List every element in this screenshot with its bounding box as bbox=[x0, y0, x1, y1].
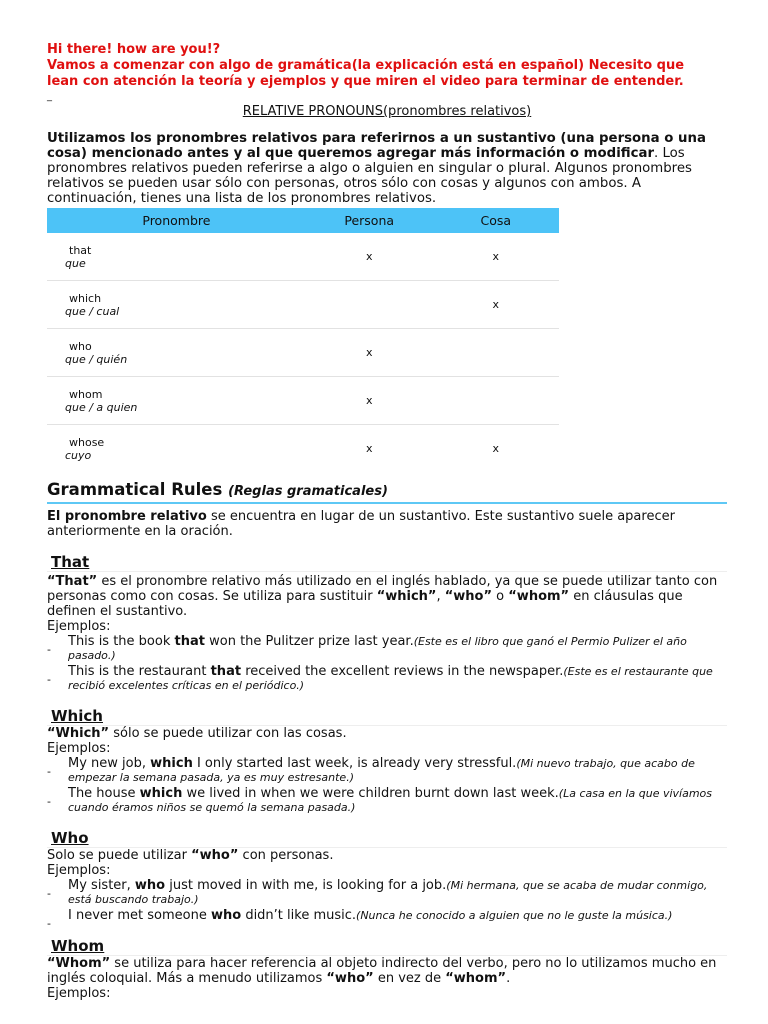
ex-text: My new job, bbox=[68, 756, 151, 771]
persona-mark: x bbox=[306, 233, 433, 281]
which-ejemplos: Ejemplos: bbox=[47, 741, 111, 756]
header-pronombre: Pronombre bbox=[47, 208, 306, 233]
that-text-2: en cláusulas que definen el sustantivo. bbox=[47, 589, 683, 619]
persona-mark: x bbox=[365, 442, 373, 455]
whom-ejemplos: Ejemplos: bbox=[47, 986, 111, 1001]
that-heading-text: That bbox=[51, 553, 90, 571]
whom-who-term: “who” bbox=[326, 971, 374, 986]
pronoun-cell bbox=[47, 281, 306, 329]
rules-bold: El pronombre relativo bbox=[47, 509, 207, 524]
that-who-term: “who” bbox=[444, 589, 493, 604]
table-row bbox=[47, 233, 559, 281]
bullet: - bbox=[47, 887, 51, 900]
pronoun-cell bbox=[47, 377, 306, 425]
header-cosa: Cosa bbox=[433, 208, 559, 233]
rules-heading-es: (Reglas gramaticales) bbox=[228, 484, 388, 499]
who-example-1 bbox=[47, 879, 727, 907]
greeting: Hi there! how are you!? bbox=[47, 42, 221, 57]
persona-mark bbox=[306, 281, 433, 329]
pronoun-cell bbox=[47, 233, 306, 281]
ex-translation: (Este es el libro que ganó el Permio Pulizer el año pasado.) bbox=[68, 635, 687, 662]
grammatical-rules-heading bbox=[47, 480, 727, 504]
pronouns-table bbox=[47, 208, 559, 472]
ex-text: received the excellent reviews in the newspaper. bbox=[241, 664, 564, 679]
ex-text: The house bbox=[68, 786, 140, 801]
that-example-2 bbox=[47, 665, 727, 693]
pronoun-cell bbox=[47, 329, 306, 377]
ex-text: didn’t like music. bbox=[241, 908, 357, 923]
who-text-1: Solo se puede utilizar bbox=[47, 848, 192, 863]
rules-rest: se encuentra en lugar de un sustantivo. Este sustantivo suele aparecer anteriormente en la oración. bbox=[47, 509, 675, 539]
bullet: - bbox=[47, 673, 51, 686]
who-term: “who” bbox=[191, 848, 239, 863]
rules-paragraph bbox=[47, 509, 727, 539]
which-example-2 bbox=[47, 787, 727, 815]
which-text: sólo se puede utilizar con las cosas. bbox=[109, 726, 347, 741]
cosa-mark: x bbox=[492, 442, 500, 455]
ex-bold: which bbox=[150, 756, 193, 771]
dash: _ bbox=[47, 91, 52, 102]
bullet: - bbox=[47, 795, 51, 808]
persona-mark: x bbox=[306, 377, 433, 425]
ex-bold: that bbox=[174, 634, 205, 649]
pronoun-en: whose bbox=[69, 435, 105, 449]
cosa-mark: x bbox=[433, 281, 559, 329]
pronoun-en: which bbox=[69, 291, 102, 305]
that-term: “That” bbox=[47, 574, 98, 589]
that-comma: , bbox=[436, 589, 445, 604]
whom-whom-term: “whom” bbox=[445, 971, 507, 986]
ex-translation: (Mi nuevo trabajo, que acabo de empezar la semana pasada, ya es muy estresante.) bbox=[68, 757, 695, 784]
bullet: - bbox=[47, 765, 51, 778]
who-text-2: con personas. bbox=[238, 848, 334, 863]
pronoun-en: whom bbox=[69, 387, 103, 401]
that-text-1: es el pronombre relativo más utilizado en el inglés hablado, ya que se puede utilizar tanto con personas como con cosas. Se utiliza para sustituir bbox=[47, 574, 718, 604]
that-paragraph bbox=[47, 574, 727, 619]
intro-bold: Utilizamos los pronombres relativos para referirnos a un sustantivo (una persona o una cosa) mencionado antes y al que queremos agregar más información o modificar bbox=[47, 131, 706, 161]
table-row bbox=[47, 329, 559, 377]
whom-heading-text: Whom bbox=[51, 937, 105, 955]
whom-text-1: se utiliza para hacer referencia al objeto indirecto del verbo, pero no lo utilizamos mucho en inglés coloquial. Más a menudo utilizamos bbox=[47, 956, 717, 986]
persona-mark: x bbox=[306, 329, 433, 377]
ex-text: we lived in when we were children burnt down last week. bbox=[182, 786, 559, 801]
ex-translation: (Mi hermana, que se acaba de mudar conmigo, está buscando trabajo.) bbox=[68, 879, 708, 906]
table-header-row bbox=[47, 208, 559, 233]
which-example-1 bbox=[47, 757, 727, 785]
ex-text: This is the book bbox=[68, 634, 175, 649]
who-example-2 bbox=[47, 908, 727, 930]
ex-text: won the Pulitzer prize last year. bbox=[204, 634, 414, 649]
who-heading bbox=[47, 829, 727, 848]
ex-translation: (Este es el restaurante que recibió excelentes críticas en el periódico.) bbox=[68, 665, 713, 692]
intro-line-1: Vamos a comenzar con algo de gramática(la explicación está en español) Necesito que bbox=[47, 58, 685, 73]
ex-text: This is the restaurant bbox=[68, 664, 211, 679]
document bbox=[47, 42, 727, 1001]
whom-period: . bbox=[506, 971, 511, 986]
ex-bold: who bbox=[134, 878, 166, 893]
pronoun-cell bbox=[47, 425, 306, 473]
bullet: - bbox=[47, 917, 51, 930]
who-paragraph bbox=[47, 848, 727, 863]
ex-translation: (Nunca he conocido a alguien que no le guste la música.) bbox=[356, 909, 673, 922]
cosa-mark bbox=[433, 329, 559, 377]
ex-bold: which bbox=[139, 786, 183, 801]
pronoun-es: cuyo bbox=[65, 448, 92, 462]
that-example-1 bbox=[47, 635, 727, 663]
ex-text: I never met someone bbox=[68, 908, 211, 923]
ex-text: I only started last week, is already very stressful. bbox=[192, 756, 517, 771]
pronoun-es: que / quién bbox=[65, 352, 128, 366]
whom-term: “Whom” bbox=[47, 956, 111, 971]
page-title: RELATIVE PRONOUNS(pronombres relativos) bbox=[242, 104, 532, 119]
which-heading bbox=[47, 707, 727, 726]
who-ejemplos: Ejemplos: bbox=[47, 863, 111, 878]
that-heading bbox=[47, 553, 727, 572]
table-row bbox=[47, 425, 559, 473]
intro-line-2: lean con atención la teoría y ejemplos y que miren el video para terminar de entender. bbox=[47, 74, 684, 89]
rules-heading-text: Grammatical Rules bbox=[47, 480, 223, 499]
cosa-mark: x bbox=[433, 233, 559, 281]
pronoun-es: que / cual bbox=[65, 304, 120, 318]
table-row bbox=[47, 281, 559, 329]
ex-translation: (La casa en la que vivíamos cuando éramos niños se quemó la semana pasada.) bbox=[68, 787, 713, 814]
ex-bold: that bbox=[210, 664, 242, 679]
which-heading-text: Which bbox=[51, 707, 103, 725]
who-heading-text: Who bbox=[51, 829, 89, 847]
cosa-mark bbox=[433, 377, 559, 425]
whom-heading bbox=[47, 937, 727, 956]
that-ejemplos: Ejemplos: bbox=[47, 619, 111, 634]
intro-paragraph bbox=[47, 131, 727, 206]
pronoun-en: who bbox=[69, 339, 92, 353]
header-persona: Persona bbox=[306, 208, 433, 233]
that-whom-term: “whom” bbox=[508, 589, 570, 604]
that-which-term: “which” bbox=[376, 589, 437, 604]
pronoun-en: that bbox=[69, 243, 92, 257]
that-o: o bbox=[492, 589, 509, 604]
ex-text: just moved in with me, is looking for a job. bbox=[165, 878, 447, 893]
pronoun-es: que bbox=[65, 256, 86, 270]
bullet: - bbox=[47, 643, 51, 656]
whom-text-2: en vez de bbox=[373, 971, 446, 986]
intro-rest: . Los pronombres relativos pueden referirse a algo o alguien en singular o plural. Algunos pronombres relativos se pueden usar sólo con personas, otros sólo con cosas y algunos con ambos. A continuación, tienes una lista de los pronombres relativos. bbox=[47, 146, 692, 206]
ex-bold: who bbox=[210, 908, 242, 923]
pronoun-es: que / a quien bbox=[65, 400, 138, 414]
whom-paragraph bbox=[47, 956, 727, 986]
table-row bbox=[47, 377, 559, 425]
which-term: “Which” bbox=[47, 726, 110, 741]
which-paragraph bbox=[47, 726, 727, 741]
ex-text: My sister, bbox=[68, 878, 135, 893]
